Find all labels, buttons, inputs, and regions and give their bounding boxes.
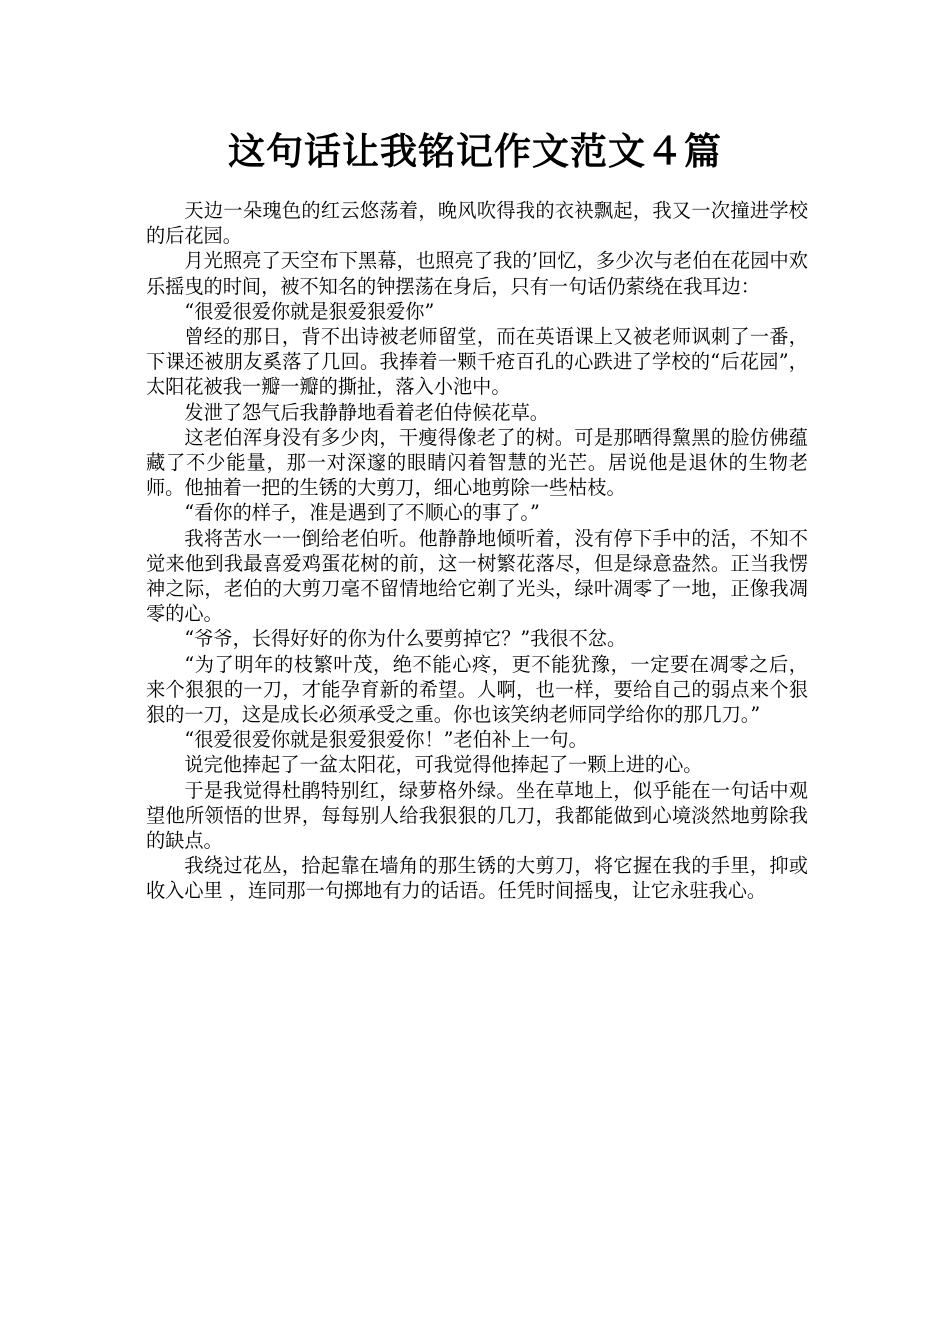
paragraph: 天边一朵瑰色的红云悠荡着，晚风吹得我的衣袂飘起，我又一次撞进学校的后花园。 [146,199,808,248]
paragraph: 月光照亮了天空布下黑幕，也照亮了我的’回忆，多少次与老伯在花园中欢乐摇曳的时间，被不知名的钟摆荡在身后，只有一句话仍萦绕在我耳边： [146,249,808,298]
paragraph: 这老伯浑身没有多少肉，干瘦得像老了的树。可是那晒得黧黑的脸仿佛蕴藏了不少能量，那一对深邃的眼睛闪着智慧的光芒。居说他是退休的生物老师。他抽着一把的生锈的大剪刀，细心地剪除一些枯枝。 [146,425,808,500]
paragraph: 发泄了怨气后我静静地看着老伯侍候花草。 [184,400,549,424]
paragraph: 说完他捧起了一盆太阳花，可我觉得他捧起了一颗上进的心。 [184,753,703,777]
document-title: 这句话让我铭记作文范文４篇 [228,130,722,173]
paragraph: 我绕过花丛，拾起靠在墙角的那生锈的大剪刀，将它握在我的手里，抑或收入心里 ，连同那一句掷地有力的话语。任凭时间摇曳，让它永驻我心。 [146,854,808,903]
paragraph: “很爱很爱你就是狠爱狠爱你！”老伯补上一句。 [184,728,588,752]
paragraph: “很爱很爱你就是狠爱狠爱你” [184,299,435,323]
paragraph: “爷爷，长得好好的你为什么要剪掉它？”我很不忿。 [184,627,627,651]
paragraph: 我将苦水一一倒给老伯听。他静静地倾听着，没有停下手中的活，不知不觉来他到我最喜爱鸡蛋花树的前，这一树繁花落尽，但是绿意盎然。正当我愣神之际，老伯的大剪刀毫不留情地给它剃了光头，绿叶凋零了一地，正像我凋零的心。 [146,526,808,626]
paragraph: 曾经的那日，背不出诗被老师留堂，而在英语课上又被老师讽刺了一番，下课还被朋友奚落了几回。我捧着一颗千疮百孔的心跌进了学校的“后花园”，太阳花被我一瓣一瓣的撕扯，落入小池中。 [146,325,808,399]
document-body [146,198,808,904]
paragraph: 于是我觉得杜鹃特别红，绿萝格外绿。坐在草地上，似乎能在一句话中观望他所领悟的世界，每每别人给我狠狠的几刀，我都能做到心境淡然地剪除我的缺点。 [146,778,808,853]
paragraph: “看你的样子，准是遇到了不顺心的事了。” [184,501,540,525]
paragraph: “为了明年的枝繁叶茂，绝不能心疼，更不能犹豫，一定要在凋零之后，来个狠狠的一刀，才能孕育新的希望。人啊，也一样，要给自己的弱点来个狠狠的一刀，这是成长必须承受之重。你也该笑纳老师同学给你的那几刀。” [146,652,808,727]
